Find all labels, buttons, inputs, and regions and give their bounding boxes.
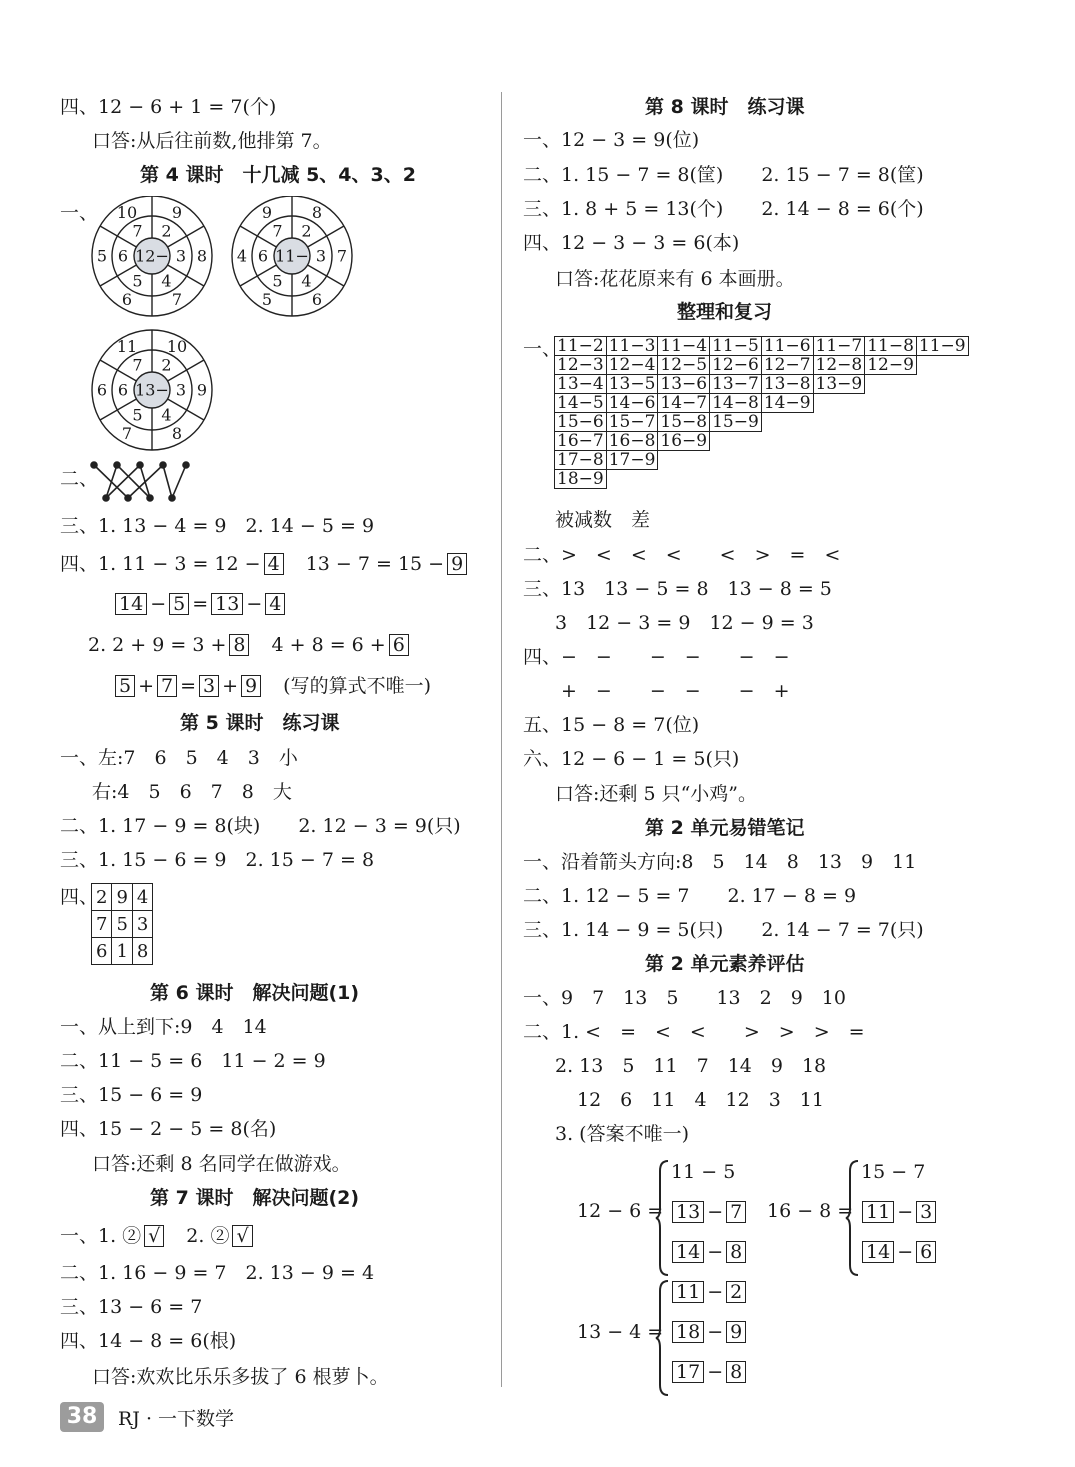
answer-box: 7 xyxy=(726,1201,746,1223)
wheel-outer-number: 5 xyxy=(261,289,273,309)
operator: = xyxy=(180,675,197,697)
answer-line: 三、13 − 6 = 7 xyxy=(60,1296,203,1318)
grid-cell: 5 xyxy=(112,911,132,938)
wheel-outer-number: 11 xyxy=(116,337,138,357)
empty-cell xyxy=(916,432,968,451)
lesson-heading: 第 8 课时 练习课 xyxy=(645,96,805,118)
brace-label: 13 − 4 = xyxy=(577,1321,664,1343)
empty-cell xyxy=(710,470,762,489)
answer-line: 3 12 − 3 = 9 12 − 9 = 3 xyxy=(555,612,814,634)
table-cell: 15−6 xyxy=(555,413,607,432)
brace-label: 12 − 6 = xyxy=(577,1200,664,1222)
empty-cell xyxy=(865,413,917,432)
brace-row xyxy=(671,1159,735,1185)
grid-cell: 1 xyxy=(112,938,132,965)
wheel-outer-number: 6 xyxy=(96,380,108,400)
brace-label: 16 − 8 = xyxy=(767,1200,854,1222)
table-cell: 18−9 xyxy=(555,470,607,489)
operator: + xyxy=(222,675,239,697)
wheel-spoke xyxy=(308,265,344,286)
answer-line: 四、12 − 6 + 1 = 7(个) xyxy=(60,96,277,118)
lesson-heading: 第 4 课时 十几减 5、4、3、2 xyxy=(140,164,416,186)
table-row xyxy=(555,394,969,413)
table-cell: 12−9 xyxy=(865,356,917,375)
grid-cell: 6 xyxy=(92,938,112,965)
answer-box: 14 xyxy=(115,593,147,615)
wheel-spoke xyxy=(240,265,276,286)
magic-square xyxy=(91,883,153,965)
answer-line xyxy=(112,673,431,699)
wheel-outer-number: 4 xyxy=(236,246,248,266)
answer-line xyxy=(60,551,470,577)
empty-cell xyxy=(865,470,917,489)
wheel-outer-number: 6 xyxy=(311,289,323,309)
matching-lines-diagram xyxy=(88,460,198,504)
wheel-inner-number: 5 xyxy=(132,405,143,425)
wheel-outer-number: 10 xyxy=(166,337,188,357)
brace-row xyxy=(859,1239,939,1265)
empty-cell xyxy=(761,451,813,470)
table-cell: 15−9 xyxy=(710,413,762,432)
number: 15 xyxy=(861,1161,886,1183)
wheel-outer-number: 6 xyxy=(121,289,133,309)
empty-cell xyxy=(865,451,917,470)
number-wheels xyxy=(0,196,500,456)
empty-cell xyxy=(761,470,813,489)
answer-line: 二、1. 17 − 9 = 8(块) 2. 12 − 3 = 9(只) xyxy=(60,815,461,837)
operator: − xyxy=(707,1361,724,1383)
table-row xyxy=(555,470,969,489)
answer-line: 三、1. 15 − 6 = 9 2. 15 − 7 = 8 xyxy=(60,849,375,871)
wheel-center-label: 12− xyxy=(135,246,169,266)
table-cell: 11−2 xyxy=(555,337,607,356)
table-cell: 11−3 xyxy=(606,337,658,356)
answer-line: 口答:还剩 8 名同学在做游戏。 xyxy=(92,1153,351,1175)
answer-line: 一、12 − 3 = 9(位) xyxy=(523,129,700,151)
operator: − xyxy=(707,1281,724,1303)
answer-box: 2 xyxy=(726,1281,746,1303)
brace-row xyxy=(859,1199,939,1225)
operator: + xyxy=(138,675,155,697)
wheel-spoke xyxy=(100,360,136,381)
table-row xyxy=(555,451,969,470)
table-cell: 13−4 xyxy=(555,375,607,394)
equation-text: 一、1. ② xyxy=(60,1225,142,1247)
brace-row xyxy=(861,1159,925,1185)
answer-line: 口答:从后往前数,他排第 7。 xyxy=(92,130,332,152)
wheel-outer-number: 9 xyxy=(171,203,183,223)
empty-cell xyxy=(658,470,710,489)
answer-line: 二、1. 15 − 7 = 8(筐) 2. 15 − 7 = 8(筐) xyxy=(523,164,924,186)
brace-group xyxy=(577,1159,767,1284)
answer-box: 4 xyxy=(265,593,285,615)
table-cell: 15−8 xyxy=(658,413,710,432)
wheel-center-label: 13− xyxy=(135,380,169,400)
answer-box: 3 xyxy=(916,1201,936,1223)
lesson-heading: 第 7 课时 解决问题(2) xyxy=(150,1187,360,1209)
answer-box: 11 xyxy=(672,1281,704,1303)
number: 5 xyxy=(723,1161,736,1183)
empty-cell xyxy=(710,451,762,470)
answer-line: 六、12 − 6 − 1 = 5(只) xyxy=(523,748,740,770)
empty-cell xyxy=(606,470,658,489)
section-heading: 整理和复习 xyxy=(677,301,773,323)
brace-group xyxy=(577,1279,767,1404)
number: 11 xyxy=(671,1161,696,1183)
table-cell: 11−4 xyxy=(658,337,710,356)
table-cell: 15−7 xyxy=(606,413,658,432)
empty-cell xyxy=(865,432,917,451)
operator: − xyxy=(246,593,263,615)
grid-cell: 7 xyxy=(92,911,112,938)
answer-box: 6 xyxy=(916,1241,936,1263)
equation-text: 4 + 8 = 6 + xyxy=(271,634,386,656)
wheel-spoke xyxy=(168,360,204,381)
answer-box: 5 xyxy=(115,675,135,697)
table-row xyxy=(555,337,969,356)
table-cell: 13−7 xyxy=(710,375,762,394)
question-number: 一、 xyxy=(523,338,562,360)
page-number: 38 xyxy=(60,1402,104,1432)
wheel-inner-number: 3 xyxy=(175,380,187,400)
table-cell: 11−7 xyxy=(813,337,865,356)
answer-box: 7 xyxy=(157,675,177,697)
number: 7 xyxy=(913,1161,926,1183)
answer-line: 3. (答案不唯一) xyxy=(555,1123,689,1145)
table-cell: 16−9 xyxy=(658,432,710,451)
answer-box: 6 xyxy=(389,634,409,656)
answer-line: 二、1. 12 − 5 = 7 2. 17 − 8 = 9 xyxy=(523,885,857,907)
wheel-outer-number: 9 xyxy=(261,203,273,223)
wheel-center-label: 11− xyxy=(275,246,309,266)
wheel-spoke xyxy=(308,226,344,247)
answer-line: 三、1. 13 − 4 = 9 2. 14 − 5 = 9 xyxy=(60,515,375,537)
answer-line: 三、15 − 6 = 9 xyxy=(60,1084,203,1106)
answer-box: 9 xyxy=(726,1321,746,1343)
table-cell: 14−5 xyxy=(555,394,607,413)
equation-text: 2. ② xyxy=(186,1225,230,1247)
table-cell: 17−8 xyxy=(555,451,607,470)
answer-line: 二、11 − 5 = 6 11 − 2 = 9 xyxy=(60,1050,326,1072)
empty-cell xyxy=(916,413,968,432)
table-cell: 16−7 xyxy=(555,432,607,451)
equation-text: 13 − 7 = 15 − xyxy=(305,553,445,575)
table-row xyxy=(555,413,969,432)
operator: − xyxy=(150,593,167,615)
table-cell: 14−7 xyxy=(658,394,710,413)
wheel-spoke xyxy=(168,226,204,247)
lesson-heading: 第 5 课时 练习课 xyxy=(180,712,340,734)
empty-cell xyxy=(813,451,865,470)
wheel-inner-number: 2 xyxy=(161,355,172,375)
answer-box: 17 xyxy=(672,1361,704,1383)
empty-cell xyxy=(813,432,865,451)
answer-line: 三、1. 8 + 5 = 13(个) 2. 14 − 8 = 6(个) xyxy=(523,198,924,220)
check-icon: √ xyxy=(232,1225,252,1247)
note-text: (写的算式不唯一) xyxy=(283,675,431,697)
answer-box: 13 xyxy=(672,1201,704,1223)
table-row xyxy=(555,375,969,394)
answer-box: 9 xyxy=(241,675,261,697)
wheel-outer-number: 7 xyxy=(121,423,133,443)
operator: − xyxy=(897,1241,914,1263)
wheel-outer-number: 10 xyxy=(116,203,138,223)
answer-line: 四、15 − 2 − 5 = 8(名) xyxy=(60,1118,277,1140)
answer-line xyxy=(60,1223,256,1249)
operator: − xyxy=(701,1161,718,1183)
wheel-inner-number: 3 xyxy=(315,246,327,266)
empty-cell xyxy=(865,375,917,394)
subtraction-table xyxy=(554,336,969,489)
grid-cell: 8 xyxy=(132,938,152,965)
answer-line: 二、1. 16 − 9 = 7 2. 13 − 9 = 4 xyxy=(60,1262,375,1284)
answer-line: 口答:欢欢比乐乐多拔了 6 根萝卜。 xyxy=(92,1366,389,1388)
operator: − xyxy=(707,1241,724,1263)
empty-cell xyxy=(916,470,968,489)
wheel-inner-number: 6 xyxy=(257,246,269,266)
wheel-inner-number: 4 xyxy=(301,271,312,291)
grid-cell: 2 xyxy=(92,884,112,911)
empty-cell xyxy=(710,432,762,451)
wheel-inner-number: 4 xyxy=(161,271,172,291)
number-wheel xyxy=(92,196,212,316)
wheel-inner-number: 3 xyxy=(175,246,187,266)
number-wheel xyxy=(232,196,352,316)
question-number: 四、 xyxy=(60,886,99,908)
table-cell: 12−3 xyxy=(555,356,607,375)
answer-box: 3 xyxy=(199,675,219,697)
column-divider xyxy=(501,92,502,1387)
answer-line: 三、13 13 − 5 = 8 13 − 8 = 5 xyxy=(523,578,832,600)
answer-box: 14 xyxy=(672,1241,704,1263)
answer-box: 8 xyxy=(726,1361,746,1383)
empty-cell xyxy=(916,375,968,394)
question-number: 二、 xyxy=(60,468,99,490)
table-cell: 11−5 xyxy=(710,337,762,356)
answer-box: 5 xyxy=(169,593,189,615)
check-icon: √ xyxy=(144,1225,164,1247)
wheel-spoke xyxy=(100,399,136,420)
table-cell: 11−9 xyxy=(916,337,968,356)
table-cell: 12−4 xyxy=(606,356,658,375)
table-cell: 12−6 xyxy=(710,356,762,375)
table-cell: 12−8 xyxy=(813,356,865,375)
wheel-spoke xyxy=(100,265,136,286)
table-cell: 14−9 xyxy=(761,394,813,413)
answer-line: 四、14 − 8 = 6(根) xyxy=(60,1330,237,1352)
answer-box: 18 xyxy=(672,1321,704,1343)
wheel-inner-number: 6 xyxy=(117,380,129,400)
brace-row xyxy=(669,1279,749,1305)
answer-line: 一、从上到下:9 4 14 xyxy=(60,1016,267,1038)
table-cell: 13−5 xyxy=(606,375,658,394)
wheel-outer-number: 7 xyxy=(171,289,183,309)
wheel-outer-number: 9 xyxy=(196,380,208,400)
answer-line: + − − − − + xyxy=(561,680,790,702)
empty-cell xyxy=(865,394,917,413)
table-cell: 13−6 xyxy=(658,375,710,394)
answer-box: 8 xyxy=(726,1241,746,1263)
empty-cell xyxy=(813,470,865,489)
table-cell: 11−6 xyxy=(761,337,813,356)
answer-line: 二、1. < = < < > > > = xyxy=(523,1021,865,1043)
wheel-outer-number: 7 xyxy=(336,246,348,266)
empty-cell xyxy=(916,394,968,413)
equation-text: 2. 2 + 9 = 3 + xyxy=(88,634,227,656)
answer-line xyxy=(112,591,288,617)
wheel-inner-number: 7 xyxy=(272,221,283,241)
wheel-outer-number: 8 xyxy=(196,246,208,266)
book-label: RJ · 一下数学 xyxy=(118,1408,235,1430)
empty-cell xyxy=(916,356,968,375)
section-heading: 第 2 单元素养评估 xyxy=(645,953,805,975)
answer-line: 三、1. 14 − 9 = 5(只) 2. 14 − 7 = 7(只) xyxy=(523,919,924,941)
wheel-inner-number: 5 xyxy=(272,271,283,291)
grid-cell: 3 xyxy=(132,911,152,938)
brace-group xyxy=(767,1159,967,1284)
answer-line: 右:4 5 6 7 8 大 xyxy=(92,781,292,803)
answer-line: 二、> < < < < > = < xyxy=(523,544,841,566)
empty-cell xyxy=(658,451,710,470)
empty-cell xyxy=(813,413,865,432)
table-cell: 12−5 xyxy=(658,356,710,375)
operator: = xyxy=(192,593,209,615)
brace-row xyxy=(669,1359,749,1385)
empty-cell xyxy=(813,394,865,413)
table-row xyxy=(555,356,969,375)
table-cell: 12−7 xyxy=(761,356,813,375)
brace-row xyxy=(669,1199,749,1225)
wheel-inner-number: 4 xyxy=(161,405,172,425)
empty-cell xyxy=(761,432,813,451)
wheel-inner-number: 7 xyxy=(132,221,143,241)
table-row xyxy=(555,432,969,451)
answer-line: 被减数 差 xyxy=(555,509,651,531)
wheel-spoke xyxy=(168,265,204,286)
answer-box: 13 xyxy=(211,593,243,615)
answer-line: 四、12 − 3 − 3 = 6(本) xyxy=(523,232,740,254)
brace-row xyxy=(669,1239,749,1265)
table-cell: 17−9 xyxy=(606,451,658,470)
wheel-spoke xyxy=(240,226,276,247)
answer-line: 四、− − − − − − xyxy=(523,646,790,668)
table-cell: 13−9 xyxy=(813,375,865,394)
wheel-spoke xyxy=(168,399,204,420)
answer-line: 一、沿着箭头方向:8 5 14 8 13 9 11 xyxy=(523,851,917,873)
table-cell: 13−8 xyxy=(761,375,813,394)
operator: − xyxy=(891,1161,908,1183)
equation-text: 四、1. 11 − 3 = 12 − xyxy=(60,553,261,575)
answer-box: 4 xyxy=(264,553,284,575)
wheel-outer-number: 5 xyxy=(96,246,108,266)
brace-row xyxy=(669,1319,749,1345)
wheel-inner-number: 6 xyxy=(117,246,129,266)
wheel-outer-number: 8 xyxy=(171,423,183,443)
wheel-spoke xyxy=(100,226,136,247)
grid-cell: 9 xyxy=(112,884,132,911)
operator: − xyxy=(707,1321,724,1343)
lesson-heading: 第 6 课时 解决问题(1) xyxy=(150,982,360,1004)
answer-line: 五、15 − 8 = 7(位) xyxy=(523,714,700,736)
answer-box: 9 xyxy=(447,553,467,575)
answer-line xyxy=(88,632,412,658)
answer-box: 11 xyxy=(862,1201,894,1223)
wheel-inner-number: 2 xyxy=(161,221,172,241)
table-cell: 11−8 xyxy=(865,337,917,356)
answer-line: 一、左:7 6 5 4 3 小 xyxy=(60,747,298,769)
operator: − xyxy=(707,1201,724,1223)
wheel-inner-number: 7 xyxy=(132,355,143,375)
answer-line: 2. 13 5 11 7 14 9 18 xyxy=(555,1055,827,1077)
operator: − xyxy=(897,1201,914,1223)
table-cell: 14−8 xyxy=(710,394,762,413)
table-cell: 16−8 xyxy=(606,432,658,451)
table-cell: 14−6 xyxy=(606,394,658,413)
answer-line: 口答:还剩 5 只“小鸡”。 xyxy=(555,783,757,805)
empty-cell xyxy=(916,451,968,470)
answer-line: 一、9 7 13 5 13 2 9 10 xyxy=(523,987,846,1009)
question-number: 一、 xyxy=(60,202,99,224)
wheel-inner-number: 2 xyxy=(301,221,312,241)
section-heading: 第 2 单元易错笔记 xyxy=(645,817,805,839)
answer-line: 口答:花花原来有 6 本画册。 xyxy=(555,268,795,290)
wheel-inner-number: 5 xyxy=(132,271,143,291)
number-wheel xyxy=(92,330,212,450)
answer-box: 14 xyxy=(862,1241,894,1263)
answer-line: 12 6 11 4 12 3 11 xyxy=(577,1089,824,1111)
empty-cell xyxy=(761,413,813,432)
grid-cell: 4 xyxy=(132,884,152,911)
answer-box: 8 xyxy=(229,634,249,656)
wheel-outer-number: 8 xyxy=(311,203,323,223)
